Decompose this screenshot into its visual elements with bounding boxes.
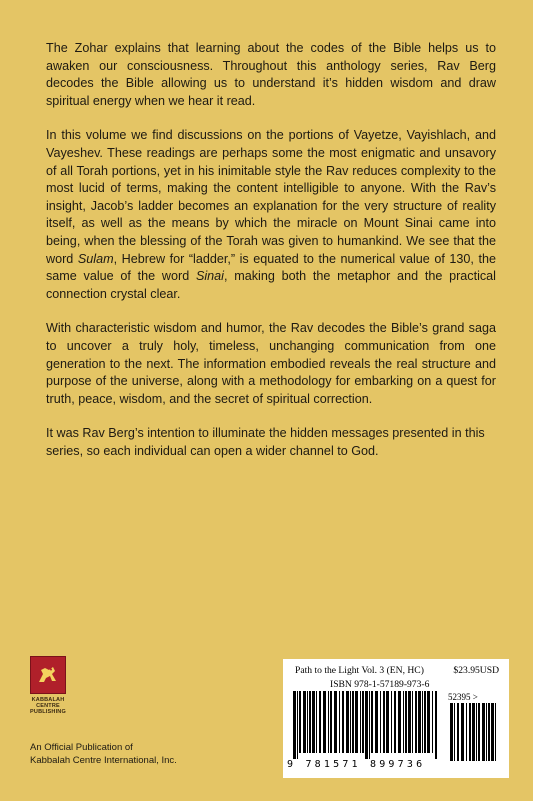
barcode-main-bars — [291, 691, 439, 759]
barcode-bar — [342, 691, 344, 753]
barcode-bar — [346, 691, 349, 753]
barcode-addon-bars — [448, 703, 498, 761]
publisher-line-2: Kabbalah Centre International, Inc. — [30, 754, 177, 766]
blurb-paragraph-1: The Zohar explains that learning about the codes of the Bible helps us to awaken our consciousness. Throughout this anthology series, Rav Berg decodes the Bible allowing us to understand it’s hidden wisdom and draw spiritual energy when we hear it read. — [46, 41, 496, 108]
blurb-paragraph-2 — [46, 127, 496, 303]
barcode-bar — [307, 691, 308, 753]
barcode-bar — [339, 691, 340, 753]
barcode-bar — [415, 691, 417, 753]
barcode-price: $23.95USD — [453, 665, 499, 676]
barcode-bar — [466, 703, 467, 761]
barcode-bar — [362, 691, 364, 753]
barcode-bar — [369, 691, 370, 759]
barcode-bar — [297, 691, 298, 759]
blurb-p2-text-a: In this volume we find discussions on the portions of Vayetze, Vayishlach, and Vayeshev. These readings are perhaps some the most enigmatic and unsavory of all Torah portions, yet in his inimitable style the Rav reduces complexity to the most lucid of terms, making the content intelligible to anyone. With the Rav’s insight, Jacob’s ladder becomes an explanation for the very structure of reality itself, as well as the means by which the miracle on Mount Sinai came into being, when the blessing of the Torah was given to humankind. We see that the word — [46, 128, 496, 266]
barcode-bar — [450, 703, 453, 761]
barcode-bar — [352, 691, 354, 753]
barcode-bar — [334, 691, 337, 753]
barcode-bar — [319, 691, 321, 753]
barcode-bar — [491, 703, 494, 761]
barcode-bar — [427, 691, 430, 753]
barcode-bar — [454, 703, 455, 761]
barcode-bar — [412, 691, 413, 753]
barcode-bar — [360, 691, 361, 753]
barcode-title: Path to the Light Vol. 3 (EN, HC) — [295, 665, 424, 676]
barcode-bar — [375, 691, 378, 753]
barcode-bar — [435, 691, 437, 759]
blurb-paragraph-4: It was Rav Berg’s intention to illuminate the hidden messages presented in this series, so each individual can open a wider channel to God. — [46, 426, 485, 458]
barcode-bar — [398, 691, 401, 753]
logo-line-3: PUBLISHING — [30, 709, 66, 715]
barcode-bar — [472, 703, 475, 761]
barcode-bar — [312, 691, 315, 753]
barcode-isbn: ISBN 978-1-57189-973-6 — [330, 679, 430, 690]
barcode-bar — [391, 691, 392, 753]
logo-line-2: CENTRE — [36, 703, 60, 709]
logo-line-1: KABBALAH — [31, 697, 65, 703]
barcode-bar — [380, 691, 381, 753]
barcode-bar — [408, 691, 411, 753]
barcode-bar — [482, 703, 485, 761]
barcode-bar — [469, 703, 471, 761]
barcode-bar — [355, 691, 358, 753]
barcode-bar — [330, 691, 332, 753]
barcode-bar — [383, 691, 385, 753]
barcode-bar — [328, 691, 329, 753]
barcode-bar — [303, 691, 306, 753]
publisher-credit — [30, 742, 177, 767]
barcode-addon-label: 52395 > — [448, 692, 478, 702]
word-sinai: Sinai — [195, 269, 224, 284]
barcode-bar — [323, 691, 326, 753]
barcode-bar — [350, 691, 351, 753]
word-sulam: Sulam — [77, 251, 114, 266]
barcode-digits: 9 781571 899736 — [287, 759, 426, 770]
barcode-bar — [476, 703, 477, 761]
blurb-paragraph-3: With characteristic wisdom and humor, the Rav decodes the Bible’s grand saga to uncover a truly holy, timeless, unchanging communication from one generation to the next. The information embodied reveals the real structure and purpose of the universe, along with a methodology for embarking on a quest for truth, peace, wisdom, and the secret of spiritual correction. — [46, 321, 496, 406]
publisher-line-1: An Official Publication of — [30, 742, 133, 753]
barcode-bar — [394, 691, 396, 753]
lion-emblem-icon — [30, 656, 66, 694]
blurb-p2-text-c: , making both the metaphor and the practical connection crystal clear. — [46, 269, 496, 301]
barcode-bar — [422, 691, 423, 753]
barcode-bar — [461, 703, 464, 761]
barcode-bar — [309, 691, 311, 753]
barcode-bar — [299, 691, 301, 753]
barcode-bar — [365, 691, 368, 759]
barcode-bar — [432, 691, 433, 753]
barcode-bar — [418, 691, 421, 753]
barcode-bar — [486, 703, 487, 761]
back-cover-blurb — [46, 40, 496, 477]
barcode-bar — [316, 691, 317, 753]
barcode-bar — [424, 691, 426, 753]
barcode-bar — [371, 691, 373, 753]
barcode-panel — [283, 659, 509, 778]
blurb-p2-text-b: , Hebrew for “ladder,” is equated to the numerical value of 130, the same value of the word — [46, 251, 496, 284]
barcode-bar — [293, 691, 296, 759]
logo-wordmark — [30, 697, 66, 715]
barcode-bar — [386, 691, 389, 753]
barcode-bar — [488, 703, 490, 761]
barcode-bar — [403, 691, 404, 753]
barcode-bar — [457, 703, 459, 761]
publisher-logo — [30, 656, 66, 720]
barcode-bar — [405, 691, 407, 753]
barcode-bar — [478, 703, 480, 761]
barcode-bar — [495, 703, 496, 761]
